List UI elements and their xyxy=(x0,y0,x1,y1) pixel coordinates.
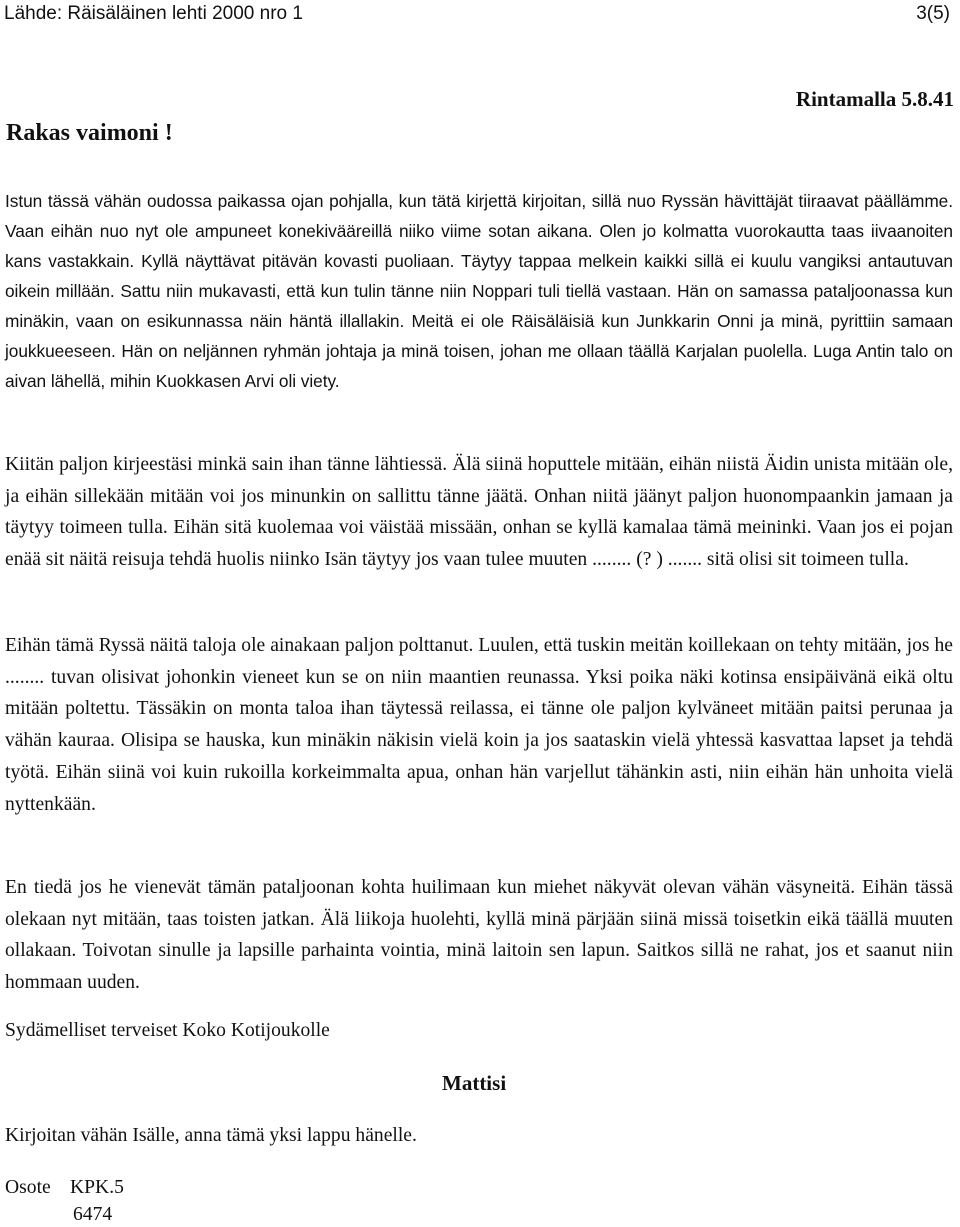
address-label: Osote xyxy=(5,1177,51,1198)
letter-place-date: Rintamalla 5.8.41 xyxy=(795,87,954,111)
letter-salutation: Rakas vaimoni ! xyxy=(6,120,173,146)
source-reference: Lähde: Räisäläinen lehti 2000 nro 1 xyxy=(4,3,303,24)
letter-paragraph-1: Istun tässä vähän oudossa paikassa ojan pohjalla, kun tätä kirjettä kirjoitan, sillä nuo Ryssän hävittäjät tiiraavat päällämme. Vaan eihän nuo nyt ole ampuneet konekivääreillä niiko viime sotan aikana. Olen jo kolmatta vuorokautta taas iivaanoiten kans vastakkain. Kyllä näyttävat pitävän kovasti puoliaan. Täytyy tappaa melkein kaikki sillä ei kuulu vangiksi antautuvan oikein millään. Sattu niin mukavasti, että kun tulin tänne niin Noppari tuli tiellä vastaan. Hän on samassa pataljoonassa kun minäkin, vaan on esikunnassa näin häntä illallakin. Meitä ei ole Räisäläisiä kun Junkkarin Onni ja minä, pyrittiin samaan joukkueeseen. Hän on neljännen ryhmän johtaja ja minä toisen, johan me ollaan täällä Karjalan puolella. Luga Antin talo on aivan lähellä, mihin Kuokkasen Arvi oli viety. xyxy=(5,191,953,391)
letter-postscript: Kirjoitan vähän Isälle, anna tämä yksi lappu hänelle. xyxy=(5,1125,417,1146)
letter-paragraph-4: En tiedä jos he vienevät tämän pataljoonan kohta huilimaan kun miehet näkyvät olevan vähän väsyneitä. Eihän tässä olekaan nyt mitään, taas toisten jatkan. Älä liikoja huolehti, kyllä minä pärjään siinä missä toisetkin eikä täällä muuten ollakaan. Toivotan sinulle ja lapsille parhainta vointia, minä laitoin sen lapun. Saitkos sillä ne rahat, jos et saanut niin hommaan uuden. xyxy=(5,877,953,994)
letter-paragraph-2: Kiitän paljon kirjeestäsi minkä sain ihan tänne lähtiessä. Älä siinä hoputtele mitään, eihän niistä Äidin unista mitään ole, ja eihän sillekään mitään voi jos minunkin on sallittu tänne jäätä. Onhan niitä jäänyt paljon huonompaankin jamaan ja täytyy toimeen tulla. Eihän sitä kuolemaa voi väistää missään, onhan se kyllä kamalaa tämä meininki. Vaan jos ei pojan enää sit näitä reisuja tehdä huolis niinko Isän täytyy jos vaan tulee muuten ........ (? ) ....... sitä olisi sit toimeen tulla. xyxy=(5,454,953,571)
address-unit: KPK.5 xyxy=(70,1177,124,1198)
page-number: 3(5) xyxy=(916,3,950,24)
letter-greeting: Sydämelliset terveiset Koko Kotijoukolle xyxy=(5,1020,330,1041)
letter-paragraph-3: Eihän tämä Ryssä näitä taloja ole ainakaan paljon polttanut. Luulen, että tuskin meitän koillekaan on tehty mitään, jos he ........ tuvan olisivat johonkin vieneet kun se on niin maantien reunassa. Yksi poika näki kotinsa ensipäivänä eikä oltu mitään poltettu. Tässäkin on monta taloa ihan täytessä reilassa, ei tänne ole paljon kylväneet mitään paitsi perunaa ja vähän kauraa. Olisipa se hauska, kun minäkin näkisin vielä koin ja jos saataskin vielä yhtessä kasvattaa lapset ja tehdä työtä. Eihän siinä voi kuin rukoilla korkeimmalta apua, onhan hän varjellut tähänkin asti, niin eihän hän unhoita vielä nyttenkään. xyxy=(5,635,953,815)
letter-signature: Mattisi xyxy=(442,1071,507,1095)
address-number: 6474 xyxy=(73,1204,113,1225)
